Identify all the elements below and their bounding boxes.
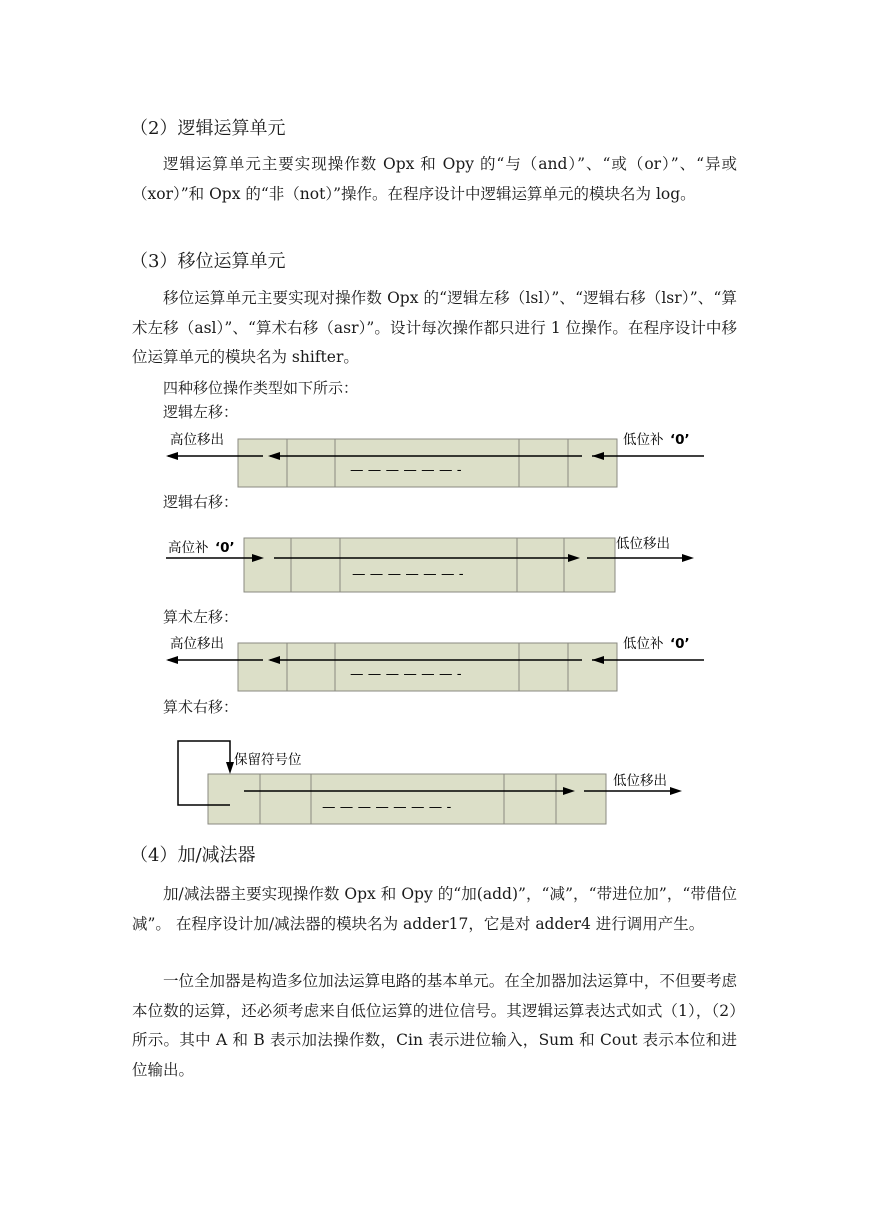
asr-right-label: 低位移出 — [613, 773, 667, 789]
arrow-left-icon — [166, 452, 178, 460]
asl-title: 算术左移： — [163, 608, 239, 626]
asr-sign-label: 保留符号位 — [234, 752, 302, 768]
lsl-zero-label: ‘0’ — [670, 432, 690, 448]
lsr-dashes: — — — — — — - — [352, 566, 464, 582]
lsr-left-label: 高位补 — [168, 540, 209, 556]
asl-zero-label: ‘0’ — [670, 636, 690, 652]
lsr-zero-label: ‘0’ — [215, 540, 235, 556]
lsr-diagram — [160, 530, 720, 596]
paragraph-shifter: 移位运算单元主要实现对操作数 Opx 的“逻辑左移（lsl）”、“逻辑右移（lsr）”、“算术左移（asl）”、“算术右移（asr）”。设计每次操作都只进行 1 位操作。在程序设计中移位运算单元的模块名为 shifter。 — [132, 289, 737, 366]
arrow-down-icon — [226, 762, 234, 774]
lsl-left-label: 高位移出 — [170, 432, 224, 448]
asr-title: 算术右移： — [163, 698, 239, 716]
lsr-right-label: 低位移出 — [616, 536, 670, 552]
arrow-right-icon — [670, 787, 682, 795]
asl-left-label: 高位移出 — [170, 636, 224, 652]
lsl-diagram — [160, 425, 720, 491]
paragraph-logic: 逻辑运算单元主要实现操作数 Opx 和 Opy 的“与（and）”、“或（or）”、“异或（xor）”和 Opx 的“非（not）”操作。在程序设计中逻辑运算单元的模块名为 log。 — [132, 155, 737, 203]
lsl-right-label: 低位补 — [623, 432, 664, 448]
asl-diagram — [160, 629, 720, 695]
paragraph-adder-1: 加/减法器主要实现操作数 Opx 和 Opy 的“加(add)”，“减”，“带进位加”，“带借位减”。 在程序设计加/减法器的模块名为 adder17，它是对 adder4 进行调用产生。 — [132, 885, 737, 933]
shift-intro: 四种移位操作类型如下所示： — [163, 379, 359, 397]
arrow-right-icon — [682, 554, 694, 562]
asl-dashes: — — — — — — - — [350, 666, 462, 682]
section-heading-logic: （2）逻辑运算单元 — [130, 118, 286, 139]
section-heading-shifter: （3）移位运算单元 — [130, 251, 286, 272]
asr-dashes: — — — — — — — - — [322, 799, 452, 815]
lsr-title: 逻辑右移： — [163, 493, 239, 511]
lsl-title: 逻辑左移： — [163, 403, 239, 421]
asr-diagram — [160, 732, 720, 832]
section-heading-adder: （4）加/减法器 — [130, 845, 256, 866]
arrow-left-icon — [166, 656, 178, 664]
lsl-dashes: — — — — — — - — [350, 462, 462, 478]
asl-right-label: 低位补 — [623, 636, 664, 652]
register-box — [244, 538, 615, 592]
paragraph-adder-2: 一位全加器是构造多位加法运算电路的基本单元。在全加器加法运算中，不但要考虑本位数的运算，还必须考虑来自低位运算的进位信号。其逻辑运算表达式如式（1），（2）所示。其中 A 和 B 表示加法操作数，Cin 表示进位输入，Sum 和 Cout 表示本位和进位输出。 — [132, 972, 737, 1079]
